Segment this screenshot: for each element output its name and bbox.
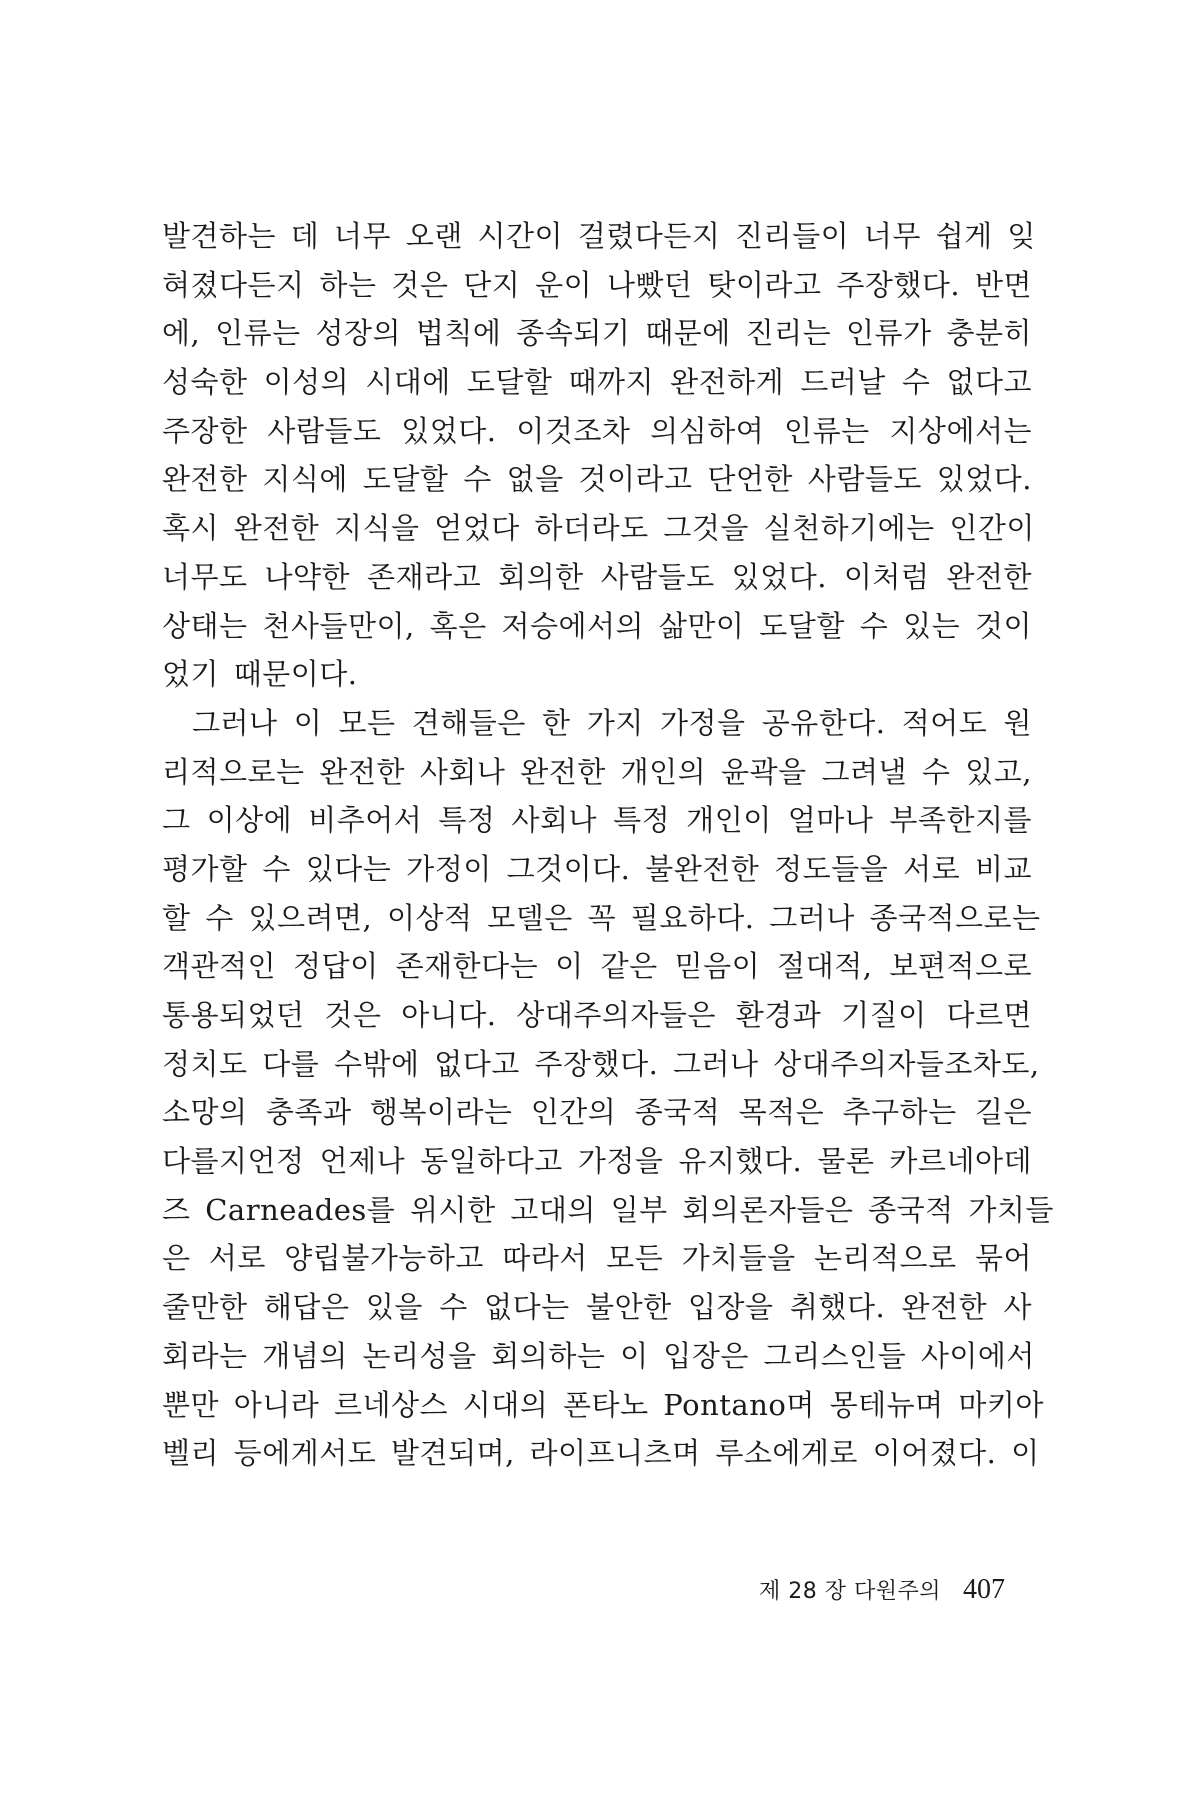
text-line: 혹시 완전한 지식을 얻었다 하더라도 그것을 실천하기에는 인간이: [162, 511, 1035, 546]
text-line: 에, 인류는 성장의 법칙에 종속되기 때문에 진리는 인류가 충분히: [162, 316, 1032, 351]
text-line: 은 서로 양립불가능하고 따라서 모든 가치들을 논리적으로 묶어: [162, 1241, 1032, 1276]
text-line: 뿐만 아니라 르네상스 시대의 폰타노 Pontano며 몽테뉴며 마키아: [162, 1387, 1044, 1422]
text-line: 객관적인 정답이 존재한다는 이 같은 믿음이 절대적, 보편적으로: [162, 949, 1032, 984]
text-line: 소망의 충족과 행복이라는 인간의 종국적 목적은 추구하는 길은: [162, 1095, 1032, 1130]
text-line: 상태는 천사들만이, 혹은 저승에서의 삶만이 도달할 수 있는 것이: [162, 608, 1032, 643]
text-line: 었기 때문이다.: [162, 657, 358, 692]
page-number: 407: [963, 1574, 1005, 1605]
text-line: 그 이상에 비추어서 특정 사회나 특정 개인이 얼마나 부족한지를: [162, 803, 1032, 838]
text-line: 주장한 사람들도 있었다. 이것조차 의심하여 인류는 지상에서는: [162, 413, 1032, 448]
text-line: 통용되었던 것은 아니다. 상대주의자들은 환경과 기질이 다르면: [162, 998, 1032, 1032]
text-line: 회라는 개념의 논리성을 회의하는 이 입장은 그리스인들 사이에서: [162, 1338, 1035, 1373]
text-line: 할 수 있으려면, 이상적 모델은 꼭 필요하다. 그러나 종국적으로는: [162, 900, 1041, 935]
page-footer: [759, 1574, 1005, 1606]
text-line: 완전한 지식에 도달할 수 없을 것이라고 단언한 사람들도 있었다.: [162, 462, 1032, 497]
text-line: 즈 Carneades를 위시한 고대의 일부 회의론자들은 종국적 가치들: [162, 1192, 1054, 1227]
body-text: [162, 212, 1054, 1478]
text-line: 리적으로는 완전한 사회나 완전한 개인의 윤곽을 그려낼 수 있고,: [162, 754, 1032, 789]
text-line: 그러나 이 모든 견해들은 한 가지 가정을 공유한다. 적어도 원: [192, 705, 1032, 740]
text-line: 다를지언정 언제나 동일하다고 가정을 유지했다. 물론 카르네아데: [162, 1144, 1032, 1179]
paragraph-2: [162, 699, 1054, 1478]
text-line: 평가할 수 있다는 가정이 그것이다. 불완전한 정도들을 서로 비교: [162, 851, 1032, 886]
text-line: 정치도 다를 수밖에 없다고 주장했다. 그러나 상대주의자들조차도,: [162, 1046, 1040, 1081]
text-line: 줄만한 해답은 있을 수 없다는 불안한 입장을 취했다. 완전한 사: [162, 1290, 1032, 1325]
text-line: 너무도 나약한 존재라고 회의한 사람들도 있었다. 이처럼 완전한: [162, 559, 1032, 594]
chapter-title: 제 28 장 다원주의: [759, 1579, 941, 1604]
text-line: 벨리 등에게서도 발견되며, 라이프니츠며 루소에게로 이어졌다. 이: [162, 1436, 1040, 1471]
text-line: 혀졌다든지 하는 것은 단지 운이 나빴던 탓이라고 주장했다. 반면: [162, 267, 1032, 302]
text-line: 성숙한 이성의 시대에 도달할 때까지 완전하게 드러날 수 없다고: [162, 365, 1032, 400]
paragraph-1: [162, 212, 1036, 699]
text-line: 발견하는 데 너무 오랜 시간이 걸렸다든지 진리들이 너무 쉽게 잊: [162, 219, 1036, 253]
